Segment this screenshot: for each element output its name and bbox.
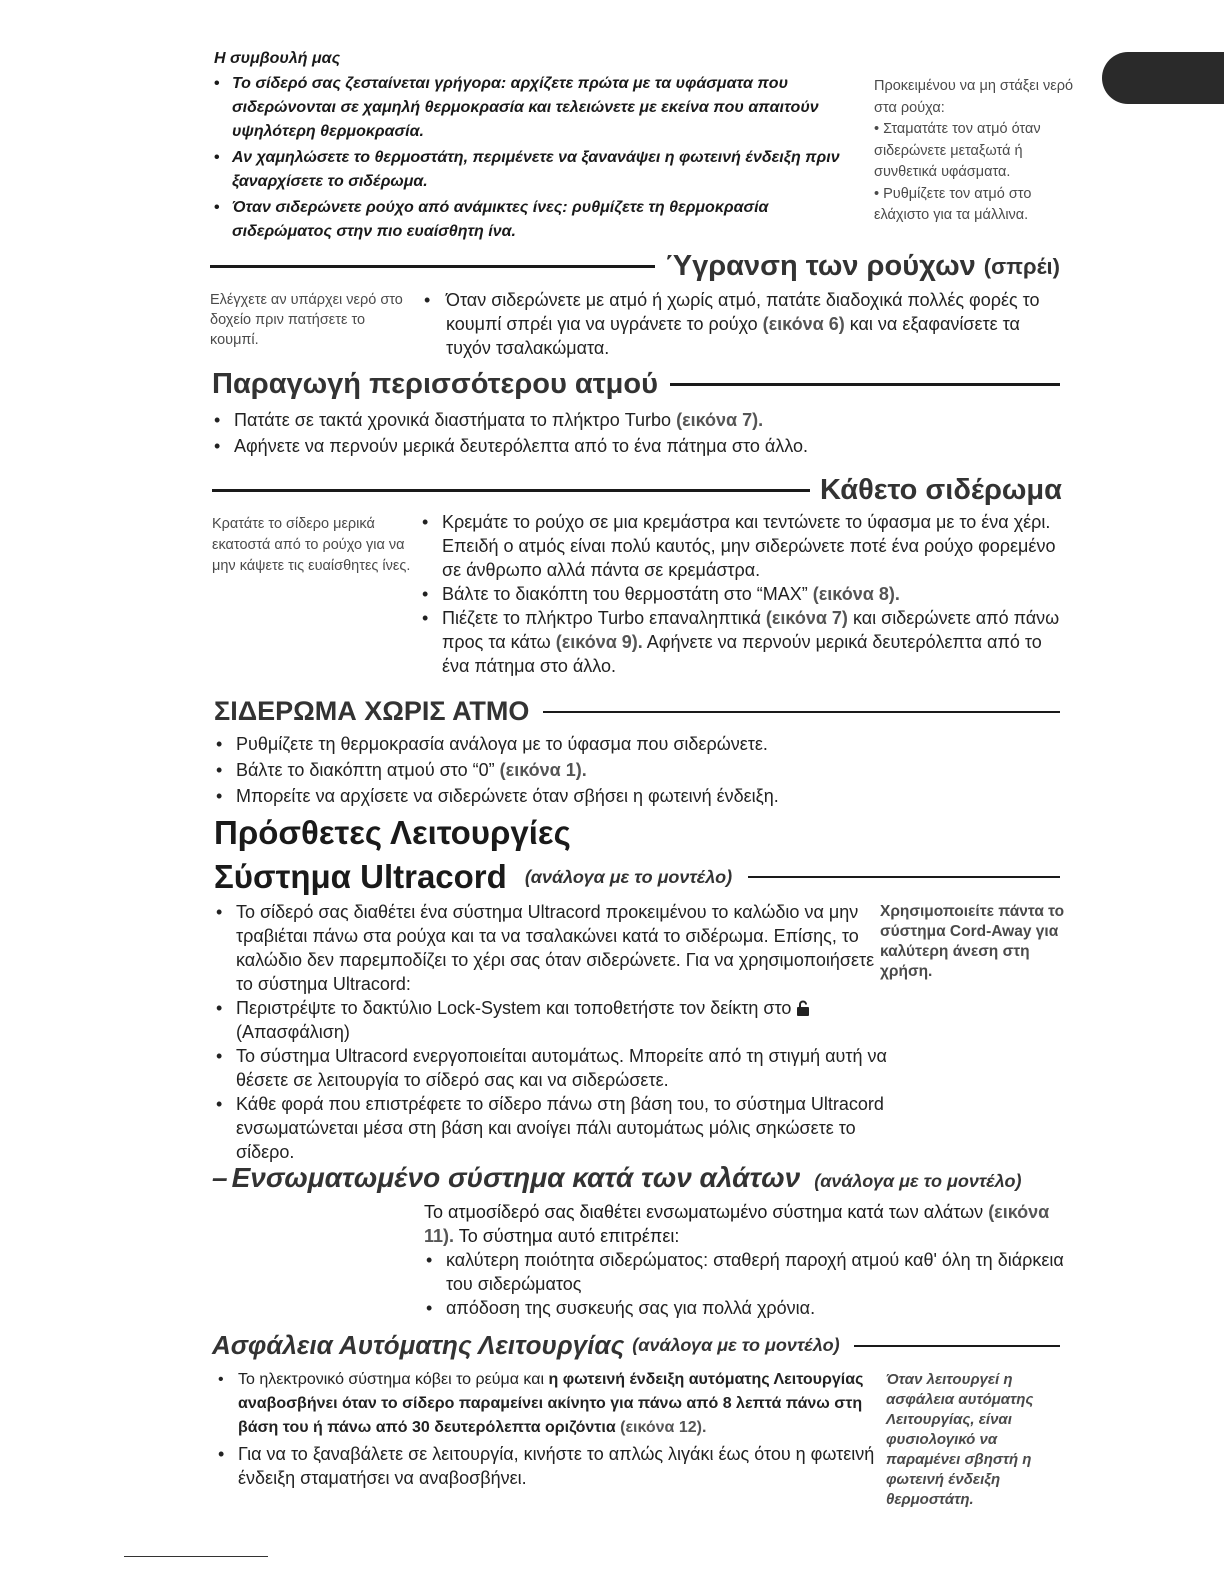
ultracord-body xyxy=(214,900,890,1164)
heading-rule xyxy=(212,489,810,492)
spray-side-note: Ελέγχετε αν υπάρχει νερό στο δοχείο πριν πατήσετε το κουμπί. xyxy=(210,292,403,348)
vertical-item-text: Αφήνετε να περνούν μερικά δευτερόλεπτα από το ένα πάτημα στο άλλο. xyxy=(442,632,1042,676)
antiscale-item: • απόδοση της συσκευής σας για πολλά χρόνια. xyxy=(424,1296,1064,1320)
figure-ref: (εικόνα 1). xyxy=(499,760,587,780)
tips-block xyxy=(214,50,864,246)
vertical-body xyxy=(420,510,1065,678)
tips-side-lead: Προκειμένου να μη στάξει νερό στα ρούχα: xyxy=(874,78,1074,116)
steam-item xyxy=(212,434,1062,458)
vertical-item-text: και σιδερώνετε από πάνω προς τα κάτω xyxy=(442,608,1060,652)
unlock-icon xyxy=(796,1000,810,1016)
tips-side-item: • Σταματάτε τον ατμό όταν σιδερώνετε μεταξωτά ή συνθετικά υφάσματα. xyxy=(874,121,1041,180)
steam-item-text: Πατάτε σε τακτά χρονικά διαστήματα το πλήκτρο Turbo xyxy=(234,410,672,430)
vertical-item xyxy=(420,606,1065,678)
ultracord-item: • Κάθε φορά που επιστρέφετε το σίδερο πάνω στη βάση του, το σύστημα Ultracord ενσωματώνεται μέσα στη βάση και ανοίγει πάλι αυτομάτως μόλις σηκώσετε το σίδερο. xyxy=(214,1092,890,1164)
spray-body xyxy=(422,288,1062,360)
steam-title: Παραγωγή περισσότερου ατμού xyxy=(212,368,659,400)
antiscale-heading xyxy=(212,1162,1062,1194)
tip-item: • Αν χαμηλώσετε το θερμοστάτη, περιμένετε να ξανανάψει η φωτεινή ένδειξη πριν ξαναρχίσετε το σιδέρωμα. xyxy=(214,146,864,194)
antiscale-intro xyxy=(424,1200,1064,1248)
tip-item: • Όταν σιδερώνετε ρούχο από ανάμικτες ίνες: ρυθμίζετε τη θερμοκρασία σιδερώματος στην πιο ευαίσθητη ίνα. xyxy=(214,196,864,244)
spray-text: Όταν σιδερώνετε με ατμό ή χωρίς ατμό, πατάτε διαδοχικά πολλές φορές το κουμπί σπρέι για να υγράνετε το ρούχο xyxy=(446,290,1040,334)
autooff-model: (ανάλογα με το μοντέλο) xyxy=(632,1335,840,1355)
steam-body xyxy=(212,408,1062,458)
ultracord-item: • Το σίδερό σας διαθέτει ένα σύστημα Ultracord προκειμένου το καλώδιο να μην τραβιέται πάνω στα ρούχα και τα να τσαλακώνει κατά το σιδέρωμα. Επίσης, το καλώδιο δεν παρεμποδίζει το χέρι σας όταν σιδερώνετε. Για να χρησιμοποιήσετε το σύστημα Ultracord: xyxy=(214,900,890,996)
figure-ref: (εικόνα 6) xyxy=(762,314,845,334)
steam-heading xyxy=(212,368,1060,401)
antiscale-intro-text: Το σύστημα αυτό επιτρέπει: xyxy=(458,1226,680,1246)
figure-ref: (εικόνα 11). xyxy=(424,1202,1050,1246)
vertical-item xyxy=(420,582,1065,606)
language-tab-marker xyxy=(1102,52,1224,104)
vertical-title: Κάθετο σιδέρωμα xyxy=(819,474,1062,506)
autooff-item xyxy=(216,1368,876,1440)
ultracord-title: Σύστημα Ultracord xyxy=(214,858,507,895)
antiscale-dash: – xyxy=(212,1162,228,1193)
figure-ref: (εικόνα 9). xyxy=(555,632,643,652)
vertical-item-text: Βάλτε το διακόπτη του θερμοστάτη στο “MAX” xyxy=(442,584,808,604)
vertical-heading xyxy=(212,474,1062,507)
extra-title: Πρόσθετες Λειτουργίες xyxy=(214,814,571,851)
spray-item xyxy=(422,288,1062,360)
antiscale-item: • καλύτερη ποιότητα σιδερώματος: σταθερή παροχή ατμού καθ' όλη τη διάρκεια του σιδερώματος xyxy=(424,1248,1064,1296)
dry-item: • Ρυθμίζετε τη θερμοκρασία ανάλογα με το ύφασμα που σιδερώνετε. xyxy=(214,732,1064,756)
ultracord-item-text: (Απασφάλιση) xyxy=(236,1022,350,1042)
autooff-title: Ασφάλεια Αυτόματης Λειτουργίας xyxy=(212,1330,625,1360)
ultracord-item xyxy=(214,996,890,1044)
steam-item xyxy=(212,408,1062,432)
steam-item-text: Αφήνετε να περνούν μερικά δευτερόλεπτα από το ένα πάτημα στο άλλο. xyxy=(234,436,808,456)
footer-rule xyxy=(124,1556,268,1557)
ultracord-heading xyxy=(214,858,1060,896)
autooff-side-note: Όταν λειτουργεί η ασφάλεια αυτόματης Λειτουργίας, είναι φυσιολογικό να παραμένει σβηστή η φωτεινή ένδειξη θερμοστάτη. xyxy=(886,1371,1034,1508)
figure-ref: (εικόνα 7) xyxy=(765,608,848,628)
autooff-body xyxy=(216,1368,876,1490)
spray-text-end: και να εξαφανίσετε τα τυχόν τσαλακώματα. xyxy=(446,314,1020,358)
autooff-item-bold: η φωτεινή ένδειξη αυτόματης Λειτουργίας αναβοσβήνει όταν το σίδερο παραμείνει ακίνητο για πάνω από 8 λεπτά πάνω στη βάση του ή πάνω από 30 δευτερόλεπτα οριζόντια xyxy=(238,1371,864,1436)
tips-side-note xyxy=(874,76,1074,227)
figure-ref: (εικόνα 12). xyxy=(620,1419,707,1436)
tips-side-item-text: Σταματάτε τον ατμό όταν σιδερώνετε μεταξωτά ή συνθετικά υφάσματα. xyxy=(874,121,1041,180)
autooff-heading xyxy=(212,1330,1060,1361)
antiscale-intro-text: Το ατμοσίδερό σας διαθέτει ενσωματωμένο σύστημα κατά των αλάτων xyxy=(424,1202,984,1222)
spray-title: Ύγρανση των ρούχων xyxy=(665,250,976,282)
tips-side-item: • Ρυθμίζετε τον ατμό στο ελάχιστο για τα μάλλινα. xyxy=(874,185,1032,223)
dry-item: • Μπορείτε να αρχίσετε να σιδερώνετε όταν σβήσει η φωτεινή ένδειξη. xyxy=(214,784,1064,808)
ultracord-model: (ανάλογα με το μοντέλο) xyxy=(524,866,733,887)
ultracord-side-note: Χρησιμοποιείτε πάντα το σύστημα Cord-Away για καλύτερη άνεση στη χρήση. xyxy=(880,903,1065,980)
spray-suffix: (σπρέι) xyxy=(983,253,1060,279)
tips-title: Η συμβουλή μας xyxy=(214,50,341,67)
antiscale-model: (ανάλογα με το μοντέλο) xyxy=(814,1171,1022,1191)
dry-body xyxy=(214,732,1064,808)
heading-rule xyxy=(748,876,1060,878)
autooff-item-text: Το ηλεκτρονικό σύστημα κόβει το ρεύμα και xyxy=(238,1371,545,1388)
vertical-item: • Κρεμάτε το ρούχο σε μια κρεμάστρα και τεντώνετε το ύφασμα με το ένα χέρι. Επειδή ο ατμός είναι πολύ καυτός, μην σιδερώνετε ποτέ ένα ρούχο φορεμένο σε άνθρωπο αλλά πάντα σε κρεμάστρα. xyxy=(420,510,1065,582)
dry-heading xyxy=(214,696,1060,727)
tips-side-item-text: Ρυθμίζετε τον ατμό στο ελάχιστο για τα μάλλινα. xyxy=(874,185,1032,223)
spray-heading xyxy=(210,250,1060,283)
figure-ref: (εικόνα 8). xyxy=(812,584,900,604)
antiscale-body xyxy=(424,1200,1064,1320)
heading-rule xyxy=(543,711,1060,713)
ultracord-item: • Το σύστημα Ultracord ενεργοποιείται αυτομάτως. Μπορείτε από τη στιγμή αυτή να θέσετε σε λειτουργία το σίδερό σας και να σιδερώσετε. xyxy=(214,1044,890,1092)
ultracord-item-text: Περιστρέψτε το δακτύλιο Lock-System και τοποθετήστε τον δείκτη στο xyxy=(236,998,792,1018)
dry-item-text: Βάλτε το διακόπτη ατμού στο “0” xyxy=(236,760,495,780)
vertical-item-text: Πιέζετε το πλήκτρο Turbo επαναληπτικά xyxy=(442,608,761,628)
antiscale-title: Ενσωματωμένο σύστημα κατά των αλάτων xyxy=(231,1162,801,1193)
figure-ref: (εικόνα 7). xyxy=(676,410,764,430)
tips-list xyxy=(214,72,864,244)
tip-item: • Το σίδερό σας ζεσταίνεται γρήγορα: αρχίζετε πρώτα με τα υφάσματα που σιδερώνονται σε χαμηλή θερμοκρασία και τελειώνετε με εκείνα που απαιτούν υψηλότερη θερμοκρασία. xyxy=(214,72,864,144)
dry-item xyxy=(214,758,1064,782)
vertical-side-note: Κρατάτε το σίδερο μερικά εκατοστά από το ρούχο για να μην κάψετε τις ευαίσθητες ίνες. xyxy=(212,516,411,574)
dry-title: ΣΙΔΕΡΩΜΑ ΧΩΡΙΣ ΑΤΜΟ xyxy=(214,696,530,726)
heading-rule xyxy=(670,383,1060,386)
autooff-item: • Για να το ξαναβάλετε σε λειτουργία, κινήστε το απλώς λιγάκι έως ότου η φωτεινή ένδειξη σταματήσει να αναβοσβήνει. xyxy=(216,1442,876,1490)
heading-rule xyxy=(210,265,655,268)
heading-rule xyxy=(854,1345,1060,1347)
